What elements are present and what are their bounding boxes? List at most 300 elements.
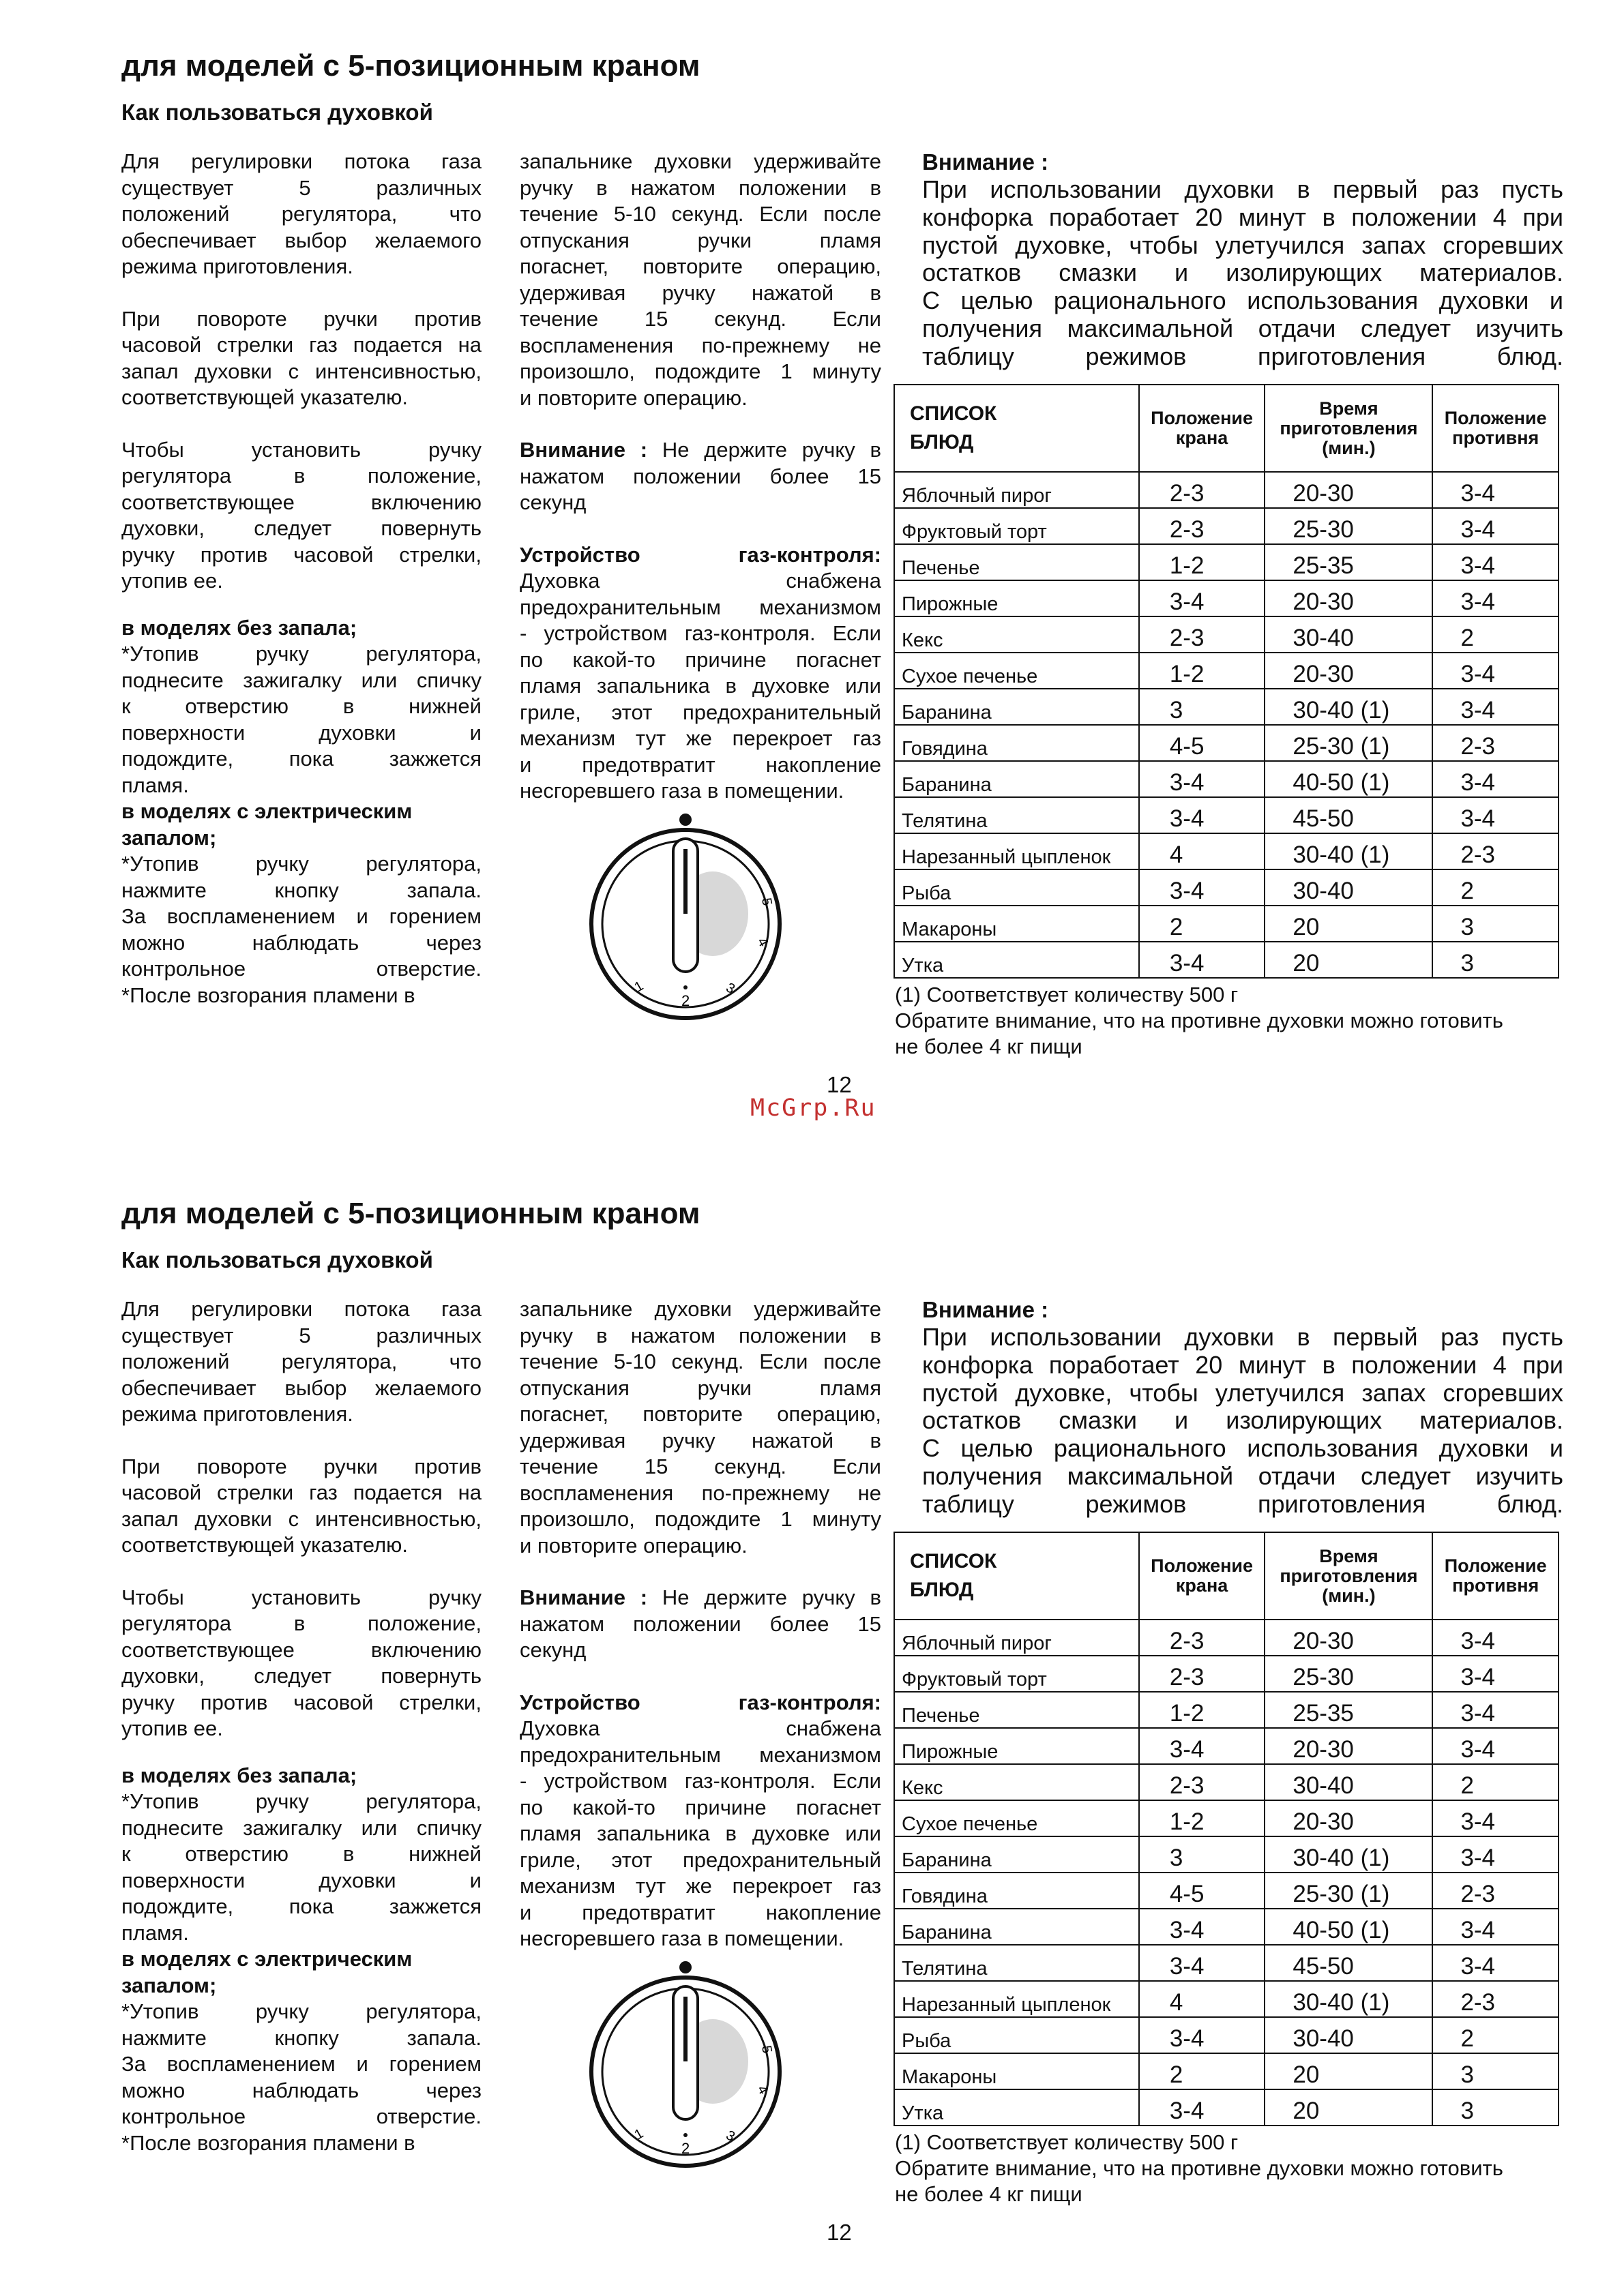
table-body [894, 1620, 1559, 2126]
table-row [894, 2017, 1559, 2053]
cell-tap: 2-3 [1139, 508, 1265, 544]
cell-tap: 3-4 [1139, 797, 1265, 833]
paragraph-gas-positions [121, 149, 482, 280]
attention-block [922, 1296, 1563, 1519]
text-line: пламя запальника в духовке или [520, 1821, 881, 1845]
text-line: контрольное отверстие. [121, 957, 482, 981]
text-line: удерживая ручку нажатой в [520, 1428, 881, 1452]
text-line: При повороте ручки против [121, 306, 482, 331]
footnote-line: не более 4 кг пищи [895, 1034, 1082, 1058]
attention-label: Внимание : [922, 149, 1049, 175]
text-line: существует 5 различных [121, 175, 482, 200]
warning-text-2: нажатом положении более 15 [520, 1611, 881, 1636]
text-line: механизм тут же перекроет газ [520, 726, 881, 750]
knob-mark-1: 1 [632, 2126, 647, 2143]
paragraph-rotation [121, 1454, 482, 1559]
attention-line: получения максимальной отдачи следует изучить [922, 314, 1563, 342]
text-line: ручку против часовой стрелки, [121, 542, 482, 567]
oven-knob-illustration [583, 811, 788, 1023]
paragraph-setting [121, 437, 482, 595]
attention-line: остатков смазки и изолирующих материалов. [922, 1406, 1563, 1435]
text-line: по какой-то причине погаснет [520, 1795, 881, 1819]
text-line: *После возгорания пламени в [121, 2130, 415, 2155]
cell-tray: 2-3 [1432, 725, 1559, 761]
heading-electric-b: запалом; [121, 1973, 217, 1997]
header-tray: Положение противня [1432, 385, 1559, 472]
column-middle [520, 1296, 881, 1952]
text-line: несгоревшего газа в помещении. [520, 1926, 844, 1950]
warning-label: Внимание : [520, 1585, 648, 1609]
cell-time: 20-30 [1265, 580, 1432, 616]
cell-time: 20-30 [1265, 472, 1432, 508]
text-line: удерживая ручку нажатой в [520, 280, 881, 305]
cell-tray: 2 [1432, 616, 1559, 653]
text-line: ручку против часовой стрелки, [121, 1690, 482, 1714]
table-row [894, 2089, 1559, 2126]
cell-dish: Рыба [894, 869, 1139, 906]
page-number: 12 [827, 2220, 852, 2245]
text-line: Духовка снабжена [520, 1716, 881, 1740]
cell-tap: 3-4 [1139, 2089, 1265, 2126]
cell-time: 25-30 [1265, 1656, 1432, 1692]
text-line: по какой-то причине погаснет [520, 647, 881, 672]
text-line: к отверстию в нижней [121, 1842, 482, 1866]
attention-text [922, 176, 1563, 371]
cell-tray: 3-4 [1432, 689, 1559, 725]
text-line: часовой стрелки газ подается на [121, 1480, 482, 1504]
paragraph-hold-knob [520, 1296, 881, 1559]
cell-time: 30-40 (1) [1265, 689, 1432, 725]
cell-tray: 3-4 [1432, 1620, 1559, 1656]
text-line: утопив ее. [121, 1716, 223, 1740]
cell-dish: Макароны [894, 2053, 1139, 2089]
cell-tray: 3-4 [1432, 1909, 1559, 1945]
text-line: Духовка снабжена [520, 569, 881, 593]
text-line: подождите, пока зажжется [121, 1894, 482, 1918]
paragraph-electric [121, 851, 482, 1009]
attention-line: С целью рационального использования духовки и [922, 286, 1563, 315]
attention-line: конфорка поработает 20 минут в положении 4 при [922, 203, 1563, 231]
table-row [894, 580, 1559, 616]
knob-mark-1: 1 [632, 978, 647, 996]
heading-electric-a: в моделях с электрическим [121, 799, 413, 823]
text-line: и предотвратит накопление [520, 752, 881, 777]
warning-text-3: секунд [520, 490, 587, 514]
attention-line: При использовании духовки в первый раз пусть [922, 1323, 1563, 1351]
text-line: течение 15 секунд. Если [520, 307, 881, 331]
header-time: Время приготовления (мин.) [1265, 385, 1432, 472]
table-row [894, 869, 1559, 906]
text-line: *После возгорания пламени в [121, 983, 415, 1007]
cell-dish: Кекс [894, 1764, 1139, 1800]
text-line: *Утопив ручку регулятора, [121, 1789, 482, 1813]
text-line: духовки, следует повернуть [121, 1664, 482, 1688]
attention-label: Внимание : [922, 1297, 1049, 1322]
header-time: Время приготовления (мин.) [1265, 1532, 1432, 1620]
cell-dish: Пирожные [894, 1728, 1139, 1764]
text-line: подождите, пока зажжется [121, 747, 482, 771]
cell-dish: Макароны [894, 906, 1139, 942]
table-row [894, 1981, 1559, 2017]
table-row [894, 1873, 1559, 1909]
cell-tap: 4 [1139, 1981, 1265, 2017]
table-row [894, 1836, 1559, 1873]
cell-tray: 2-3 [1432, 833, 1559, 869]
cell-dish: Телятина [894, 1945, 1139, 1981]
table-row [894, 1945, 1559, 1981]
knob-mark-2: 2 [681, 2140, 690, 2157]
text-line: предохранительным механизмом [520, 595, 881, 619]
cell-tray: 3-4 [1432, 544, 1559, 580]
warning-label: Внимание : [520, 438, 648, 462]
text-line: обеспечивает выбор желаемого [121, 228, 482, 252]
cell-time: 45-50 [1265, 797, 1432, 833]
attention-line: остатков смазки и изолирующих материалов. [922, 258, 1563, 287]
cell-dish: Яблочный пирог [894, 1620, 1139, 1656]
text-line: отпускания ручки пламя [520, 228, 881, 252]
table-row [894, 942, 1559, 978]
cell-time: 30-40 (1) [1265, 1836, 1432, 1873]
attention-block [922, 149, 1563, 371]
text-line: режима приготовления. [121, 254, 353, 278]
text-line: можно наблюдать через [121, 930, 482, 955]
header-tap: Положение крана [1139, 385, 1265, 472]
cell-tray: 3 [1432, 2089, 1559, 2126]
paragraph-gas-positions [121, 1296, 482, 1428]
text-line: можно наблюдать через [121, 2078, 482, 2102]
cell-tap: 2-3 [1139, 472, 1265, 508]
heading-electric-b: запалом; [121, 825, 217, 850]
knob-indicator-dot [679, 814, 692, 826]
text-line: *Утопив ручку регулятора, [121, 642, 482, 666]
text-line: погаснет, повторите операцию, [520, 1402, 881, 1426]
paragraph-gas-control [520, 1716, 881, 1952]
cell-dish: Фруктовый торт [894, 508, 1139, 544]
warning-text-1: Не держите ручку в [647, 438, 882, 462]
knob-center-mark [683, 2133, 688, 2137]
text-line: и предотвратит накопление [520, 1900, 881, 1924]
heading-no-igniter: в моделях без запала; [121, 1763, 357, 1787]
table-row [894, 1620, 1559, 1656]
footnote-line: Обратите внимание, что на противне духовки можно готовить [895, 1009, 1503, 1032]
text-line: поднесите зажигалку или спичку [121, 668, 482, 692]
cell-tray: 3-4 [1432, 1656, 1559, 1692]
table-row [894, 1800, 1559, 1836]
cell-tray: 2-3 [1432, 1981, 1559, 2017]
table-header-row [894, 1532, 1559, 1620]
cell-time: 20 [1265, 906, 1432, 942]
gas-control-heading: Устройство газ-контроля: [520, 1690, 881, 1714]
text-line: Для регулировки потока газа [121, 149, 482, 173]
cell-time: 30-40 (1) [1265, 833, 1432, 869]
footnote-line: (1) Соответствует количеству 500 г [895, 2130, 1239, 2154]
text-line: погаснет, повторите операцию, [520, 254, 881, 278]
cell-tray: 3-4 [1432, 761, 1559, 797]
table-row [894, 797, 1559, 833]
cell-dish: Фруктовый торт [894, 1656, 1139, 1692]
column-middle [520, 149, 881, 805]
text-line: часовой стрелки газ подается на [121, 333, 482, 357]
cell-tray: 3-4 [1432, 508, 1559, 544]
text-line: За воспламенением и горением [121, 904, 482, 928]
table-row [894, 472, 1559, 508]
cell-time: 40-50 (1) [1265, 1909, 1432, 1945]
cell-tap: 3-4 [1139, 2017, 1265, 2053]
cell-tap: 2-3 [1139, 1764, 1265, 1800]
text-line: поверхности духовки и [121, 1868, 482, 1892]
text-line: запальнике духовки удерживайте [520, 1297, 881, 1321]
cell-tap: 1-2 [1139, 544, 1265, 580]
cell-dish: Сухое печенье [894, 653, 1139, 689]
text-line: соответствующее включению [121, 1637, 482, 1662]
paragraph-setting [121, 1585, 482, 1742]
text-line: - устройством газ-контроля. Если [520, 621, 881, 645]
knob-mark-5: 5 [758, 2044, 775, 2055]
cell-time: 25-30 (1) [1265, 725, 1432, 761]
text-line: контрольное отверстие. [121, 2104, 482, 2128]
section-subtitle: Как пользоваться духовкой [121, 100, 433, 125]
text-line: соответствующей указателю. [121, 385, 409, 409]
cell-time: 30-40 [1265, 869, 1432, 906]
cell-tray: 3-4 [1432, 1728, 1559, 1764]
cell-tap: 3-4 [1139, 1909, 1265, 1945]
footnote-line: не более 4 кг пищи [895, 2182, 1082, 2206]
text-line: пламя запальника в духовке или [520, 674, 881, 698]
cell-dish: Пирожные [894, 580, 1139, 616]
text-line: положений регулятора, что [121, 1350, 482, 1373]
text-line: - устройством газ-контроля. Если [520, 1769, 881, 1793]
header-tap: Положение крана [1139, 1532, 1265, 1620]
table-row [894, 1656, 1559, 1692]
paragraph-hold-knob [520, 149, 881, 411]
cell-tap: 3-4 [1139, 580, 1265, 616]
paragraph-no-igniter [121, 641, 482, 799]
paragraph-no-igniter [121, 1789, 482, 1946]
cell-time: 25-30 (1) [1265, 1873, 1432, 1909]
cell-dish: Говядина [894, 1873, 1139, 1909]
cell-tray: 3-4 [1432, 472, 1559, 508]
cell-dish: Яблочный пирог [894, 472, 1139, 508]
text-line: запал духовки с интенсивностью, [121, 359, 482, 383]
table-row [894, 1692, 1559, 1728]
cell-time: 20 [1265, 2053, 1432, 2089]
cell-time: 45-50 [1265, 1945, 1432, 1981]
cell-tray: 3 [1432, 2053, 1559, 2089]
attention-line: пустой духовке, чтобы улетучился запах сгоревших [922, 230, 1563, 259]
attention-line: таблицу режимов приготовления блюд. [922, 1489, 1563, 1518]
column-left [121, 1296, 482, 2156]
page-title: для моделей с 5-позиционным краном [121, 49, 700, 83]
footnote-line: (1) Соответствует количеству 500 г [895, 983, 1239, 1007]
knob-center-mark [683, 985, 688, 989]
cell-dish: Баранина [894, 1909, 1139, 1945]
text-line: утопив ее. [121, 569, 223, 593]
paragraph-electric [121, 1999, 482, 2156]
text-line: обеспечивает выбор желаемого [121, 1375, 482, 1400]
cell-tap: 4-5 [1139, 1873, 1265, 1909]
cell-tray: 2 [1432, 1764, 1559, 1800]
table-row [894, 761, 1559, 797]
cell-tap: 3-4 [1139, 942, 1265, 978]
cell-tap: 3-4 [1139, 1945, 1265, 1981]
header-dish: СПИСОК БЛЮД [894, 1532, 1139, 1620]
cell-time: 20-30 [1265, 1620, 1432, 1656]
text-line: механизм тут же перекроет газ [520, 1874, 881, 1898]
table-row [894, 2053, 1559, 2089]
cell-dish: Утка [894, 942, 1139, 978]
cell-time: 20-30 [1265, 653, 1432, 689]
cell-dish: Кекс [894, 616, 1139, 653]
warning-text-2: нажатом положении более 15 [520, 464, 881, 488]
table-row [894, 725, 1559, 761]
cell-time: 30-40 [1265, 1764, 1432, 1800]
warning-text-1: Не держите ручку в [647, 1585, 882, 1609]
heading-electric-a: в моделях с электрическим [121, 1947, 413, 1971]
knob-mark-5: 5 [758, 897, 775, 907]
cell-tray: 2 [1432, 2017, 1559, 2053]
cell-tap: 3-4 [1139, 761, 1265, 797]
cooking-table [894, 384, 1559, 979]
paragraph-gas-control [520, 568, 881, 805]
cell-tap: 2-3 [1139, 1620, 1265, 1656]
cell-dish: Сухое печенье [894, 1800, 1139, 1836]
cell-tap: 4-5 [1139, 725, 1265, 761]
table-row [894, 544, 1559, 580]
cell-tray: 3-4 [1432, 1692, 1559, 1728]
text-line: несгоревшего газа в помещении. [520, 779, 844, 803]
header-tray: Положение противня [1432, 1532, 1559, 1620]
table-row [894, 833, 1559, 869]
cell-time: 20 [1265, 942, 1432, 978]
cell-time: 40-50 (1) [1265, 761, 1432, 797]
cell-tap: 2-3 [1139, 616, 1265, 653]
cell-tap: 2 [1139, 906, 1265, 942]
warning-text-3: секунд [520, 1638, 587, 1662]
knob-mark-3: 3 [723, 980, 738, 997]
table-row [894, 508, 1559, 544]
cell-dish: Баранина [894, 1836, 1139, 1873]
attention-line: пустой духовке, чтобы улетучился запах сгоревших [922, 1378, 1563, 1407]
text-line: ручку в нажатом положении в [520, 175, 881, 200]
heading-no-igniter: в моделях без запала; [121, 615, 357, 640]
table-row [894, 1909, 1559, 1945]
cell-tap: 3-4 [1139, 1728, 1265, 1764]
cell-time: 25-35 [1265, 1692, 1432, 1728]
text-line: пламя. [121, 1920, 189, 1945]
text-line: режима приготовления. [121, 1402, 353, 1426]
cell-dish: Рыба [894, 2017, 1139, 2053]
column-left [121, 149, 482, 1009]
cell-tap: 3 [1139, 1836, 1265, 1873]
cell-time: 30-40 [1265, 616, 1432, 653]
page-number: 12 [827, 1072, 852, 1097]
table-row [894, 689, 1559, 725]
text-line: соответствующее включению [121, 490, 482, 514]
cell-tap: 2 [1139, 2053, 1265, 2089]
text-line: духовки, следует повернуть [121, 516, 482, 540]
text-line: нажмите кнопку запала. [121, 2025, 482, 2050]
cell-time: 30-40 [1265, 2017, 1432, 2053]
cell-dish: Утка [894, 2089, 1139, 2126]
text-line: воспламенения по-прежнему не [520, 1480, 881, 1505]
cell-tray: 3-4 [1432, 1800, 1559, 1836]
cell-time: 20 [1265, 2089, 1432, 2126]
text-line: За воспламенением и горением [121, 2052, 482, 2076]
cell-tray: 2-3 [1432, 1873, 1559, 1909]
text-line: нажмите кнопку запала. [121, 878, 482, 902]
cell-time: 20-30 [1265, 1800, 1432, 1836]
cell-tray: 3-4 [1432, 653, 1559, 689]
paragraph-rotation [121, 306, 482, 411]
text-line: пламя. [121, 773, 189, 797]
table-row [894, 1728, 1559, 1764]
oven-knob-illustration [583, 1959, 788, 2171]
watermark: McGrp.Ru [750, 1094, 876, 1122]
attention-line: получения максимальной отдачи следует изучить [922, 1461, 1563, 1490]
table-body [894, 472, 1559, 978]
text-line: и повторите операцию. [520, 1533, 748, 1557]
cell-tap: 1-2 [1139, 1800, 1265, 1836]
text-line: Чтобы установить ручку [121, 1585, 482, 1609]
text-line: воспламенения по-прежнему не [520, 333, 881, 357]
knob-indicator-dot [679, 1961, 692, 1973]
cell-tap: 4 [1139, 833, 1265, 869]
cell-dish: Печенье [894, 1692, 1139, 1728]
cell-tap: 3-4 [1139, 869, 1265, 906]
knob-mark-4: 4 [754, 935, 771, 950]
cell-tap: 3 [1139, 689, 1265, 725]
footnote-line: Обратите внимание, что на противне духовки можно готовить [895, 2156, 1503, 2180]
cell-time: 30-40 (1) [1265, 1981, 1432, 2017]
cell-time: 20-30 [1265, 1728, 1432, 1764]
text-line: запальнике духовки удерживайте [520, 149, 881, 173]
text-line: гриле, этот предохранительный [520, 1847, 881, 1872]
page-title: для моделей с 5-позиционным краном [121, 1197, 700, 1230]
cell-time: 25-30 [1265, 508, 1432, 544]
cell-time: 25-35 [1265, 544, 1432, 580]
text-line: произошло, подождите 1 минуту [520, 359, 881, 383]
cell-dish: Говядина [894, 725, 1139, 761]
header-dish: СПИСОК БЛЮД [894, 385, 1139, 472]
table-row [894, 906, 1559, 942]
text-line: Чтобы установить ручку [121, 437, 482, 462]
cell-tray: 3-4 [1432, 580, 1559, 616]
attention-line: конфорка поработает 20 минут в положении 4 при [922, 1350, 1563, 1379]
text-line: При повороте ручки против [121, 1454, 482, 1478]
text-line: регулятора в положение, [121, 1611, 482, 1635]
cooking-table [894, 1532, 1559, 2126]
text-line: Для регулировки потока газа [121, 1297, 482, 1321]
text-line: к отверстию в нижней [121, 694, 482, 718]
text-line: течение 15 секунд. Если [520, 1455, 881, 1478]
text-line: гриле, этот предохранительный [520, 700, 881, 724]
cell-tray: 3-4 [1432, 1945, 1559, 1981]
text-line: ручку в нажатом положении в [520, 1323, 881, 1347]
text-line: соответствующей указателю. [121, 1533, 409, 1557]
text-line: течение 5-10 секунд. Если после [520, 202, 881, 226]
cell-tray: 3-4 [1432, 1836, 1559, 1873]
text-line: существует 5 различных [121, 1323, 482, 1347]
text-line: произошло, подождите 1 минуту [520, 1507, 881, 1531]
text-line: отпускания ручки пламя [520, 1375, 881, 1400]
table-header-row [894, 385, 1559, 472]
cell-dish: Баранина [894, 689, 1139, 725]
text-line: *Утопив ручку регулятора, [121, 1999, 482, 2023]
knob-mark-2: 2 [681, 992, 690, 1009]
attention-line: таблицу режимов приготовления блюд. [922, 342, 1563, 370]
cell-tray: 3 [1432, 906, 1559, 942]
text-line: положений регулятора, что [121, 202, 482, 226]
